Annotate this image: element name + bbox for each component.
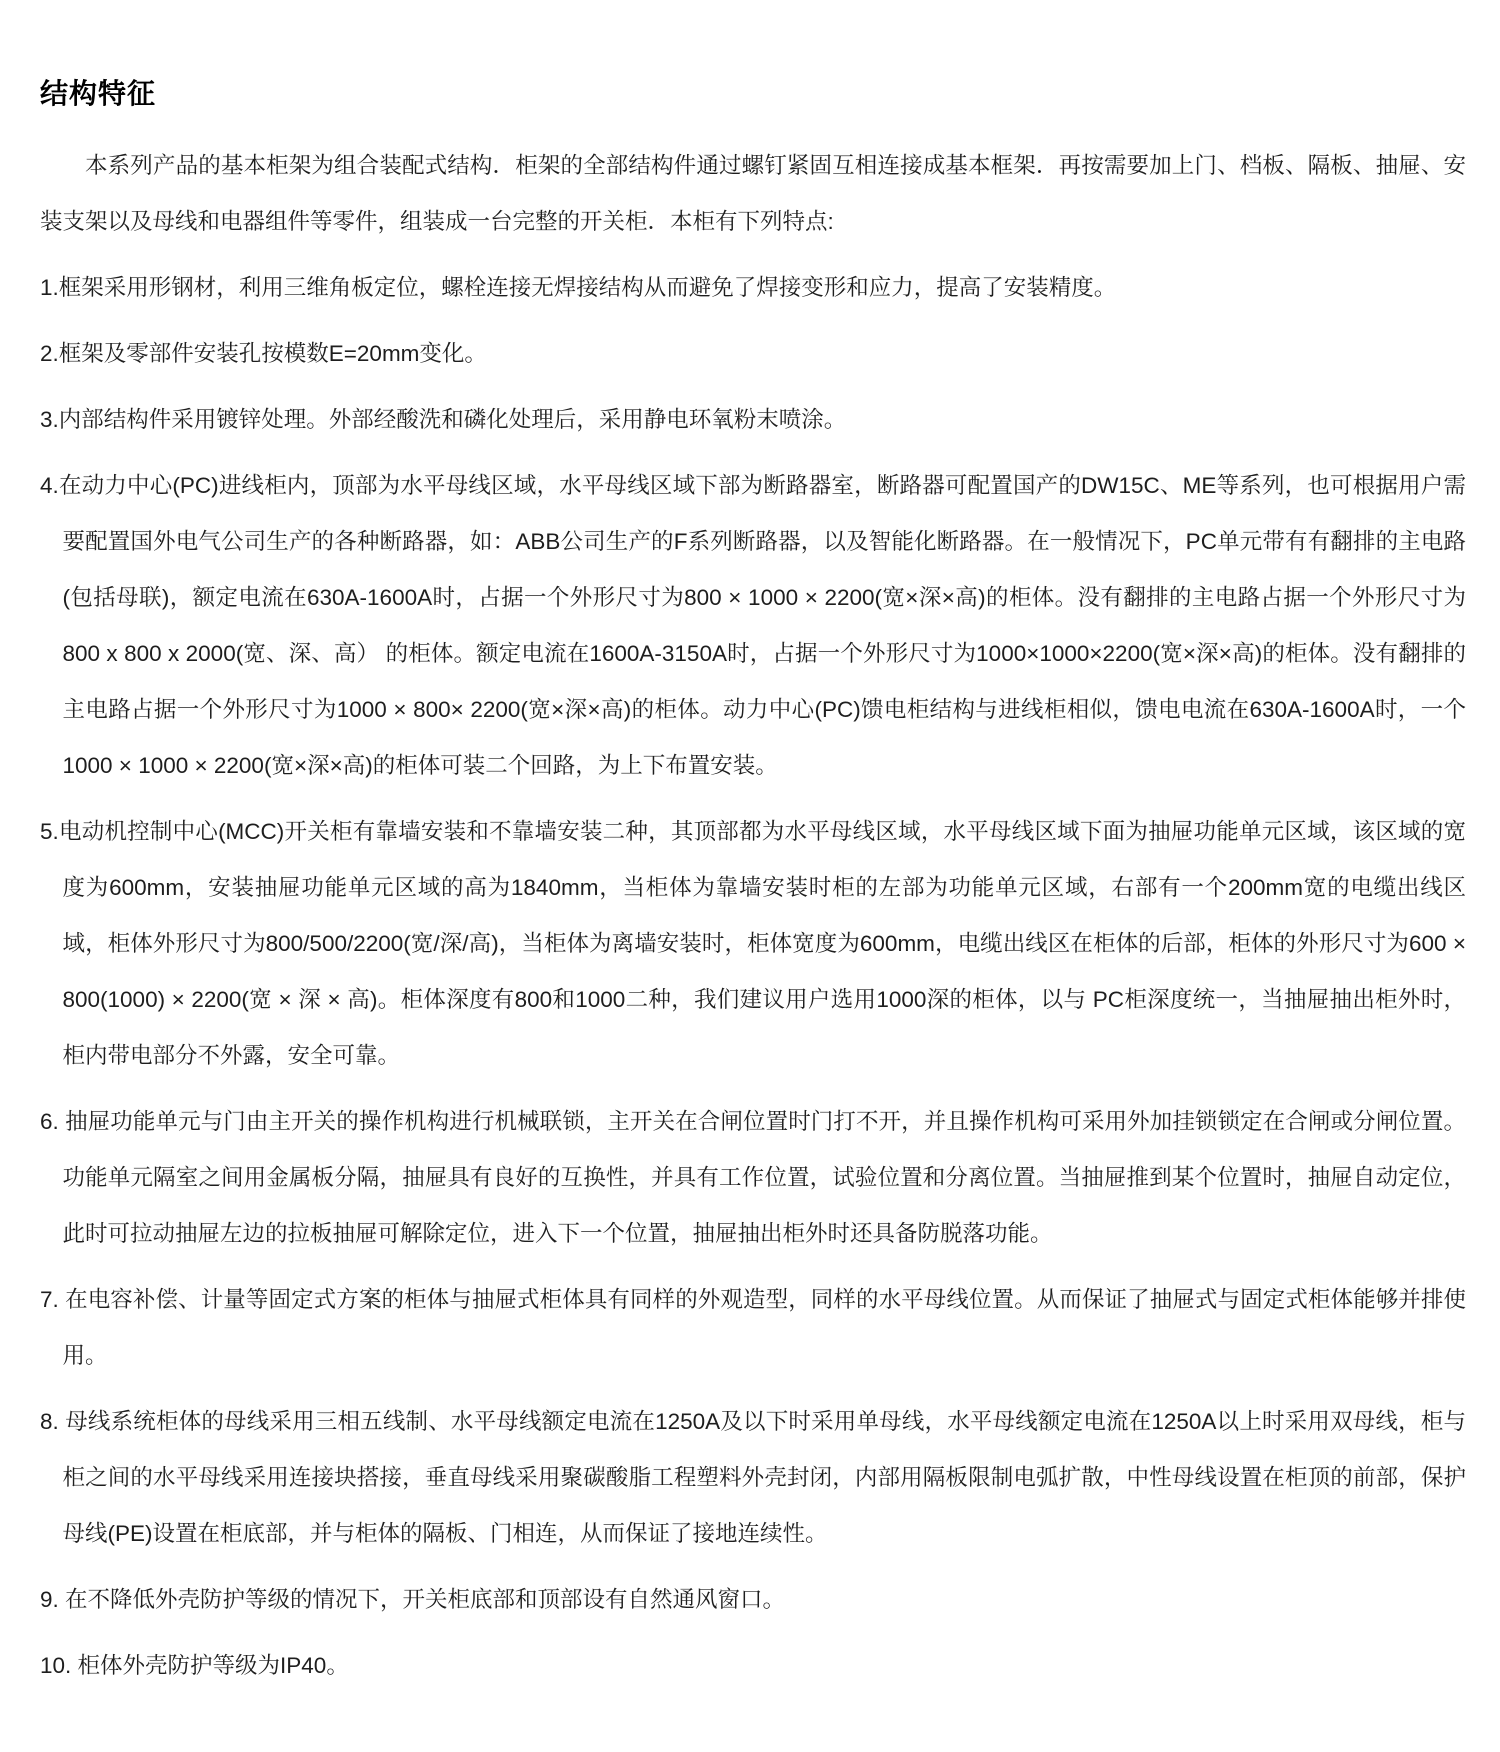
- feature-item-8: 8. 母线系统柜体的母线采用三相五线制、水平母线额定电流在1250A及以下时采用单母线，水平母线额定电流在1250A以上时采用双母线，柜与柜之间的水平母线采用连接块搭接，垂直母线采用聚碳酸脂工程塑料外壳封闭，内部用隔板限制电弧扩散，中性母线设置在柜顶的前部，保护母线(PE)设置在柜底部，并与柜体的隔板、门相连，从而保证了接地连续性。: [40, 1409, 1466, 1546]
- feature-item-10: 10. 柜体外壳防护等级为IP40。: [40, 1653, 349, 1678]
- feature-list: [40, 260, 1466, 1694]
- feature-item-4: 4.在动力中心(PC)进线柜内，顶部为水平母线区域，水平母线区域下部为断路器室，断路器可配置国产的DW15C、ME等系列，也可根据用户需要配置国外电气公司生产的各种断路器，如：ABB公司生产的F系列断路器，以及智能化断路器。在一般情况下，PC单元带有有翻排的主电路(包括母联)，额定电流在630A-1600A时，占据一个外形尺寸为800 × 1000 × 2200(宽×深×高)的柜体。没有翻排的主电路占据一个外形尺寸为800 x 800 x 2000(宽、深、高） 的柜体。额定电流在1600A-3150A时，占据一个外形尺寸为1000×1000×2200(宽×深×高)的柜体。没有翻排的主电路占据一个外形尺寸为1000 × 800× 2200(宽×深×高)的柜体。动力中心(PC)馈电柜结构与进线柜相似，馈电电流在630A-1600A时，一个1000 × 1000 × 2200(宽×深×高)的柜体可装二个回路，为上下布置安装。: [40, 473, 1466, 778]
- feature-item-5: 5.电动机控制中心(MCC)开关柜有靠墙安装和不靠墙安装二种，其顶部都为水平母线区域，水平母线区域下面为抽屉功能单元区域，该区域的宽度为600mm，安装抽屉功能单元区域的高为1840mm，当柜体为靠墙安装时柜的左部为功能单元区域，右部有一个200mm宽的电缆出线区域，柜体外形尺寸为800/500/2200(宽/深/高)，当柜体为离墙安装时，柜体宽度为600mm，电缆出线区在柜体的后部，柜体的外形尺寸为600 × 800(1000) × 2200(宽 × 深 × 高)。柜体深度有800和1000二种，我们建议用户选用1000深的柜体，以与 PC柜深度统一，当抽屉抽出柜外时，柜内带电部分不外露，安全可靠。: [40, 819, 1466, 1068]
- feature-item-6: 6. 抽屉功能单元与门由主开关的操作机构进行机械联锁，主开关在合闸位置时门打不开，并且操作机构可采用外加挂锁锁定在合闸或分闸位置。功能单元隔室之间用金属板分隔，抽屉具有良好的互换性，并具有工作位置，试验位置和分离位置。当抽屉推到某个位置时，抽屉自动定位，此时可拉动抽屉左边的拉板抽屉可解除定位，进入下一个位置，抽屉抽出柜外时还具备防脱落功能。: [40, 1109, 1466, 1246]
- feature-item-7: 7. 在电容补偿、计量等固定式方案的柜体与抽屉式柜体具有同样的外观造型，同样的水平母线位置。从而保证了抽屉式与固定式柜体能够并排使用。: [40, 1287, 1466, 1368]
- feature-item-1: 1.框架采用形钢材，利用三维角板定位，螺栓连接无焊接结构从而避免了焊接变形和应力，提高了安装精度。: [40, 275, 1117, 300]
- feature-item-2: 2.框架及零部件安装孔按模数E=20mm变化。: [40, 341, 487, 366]
- intro-paragraph: 本系列产品的基本柜架为组合装配式结构．柜架的全部结构件通过螺钉紧固互相连接成基本框架．再按需要加上门、档板、隔板、抽屉、安装支架以及母线和电器组件等零件，组装成一台完整的开关柜．本柜有下列特点:: [40, 153, 1466, 234]
- page-title: 结构特征: [40, 78, 157, 109]
- feature-item-9: 9. 在不降低外壳防护等级的情况下，开关柜底部和顶部设有自然通风窗口。: [40, 1587, 786, 1612]
- feature-item-3: 3.内部结构件采用镀锌处理。外部经酸洗和磷化处理后，采用静电环氧粉末喷涂。: [40, 407, 847, 432]
